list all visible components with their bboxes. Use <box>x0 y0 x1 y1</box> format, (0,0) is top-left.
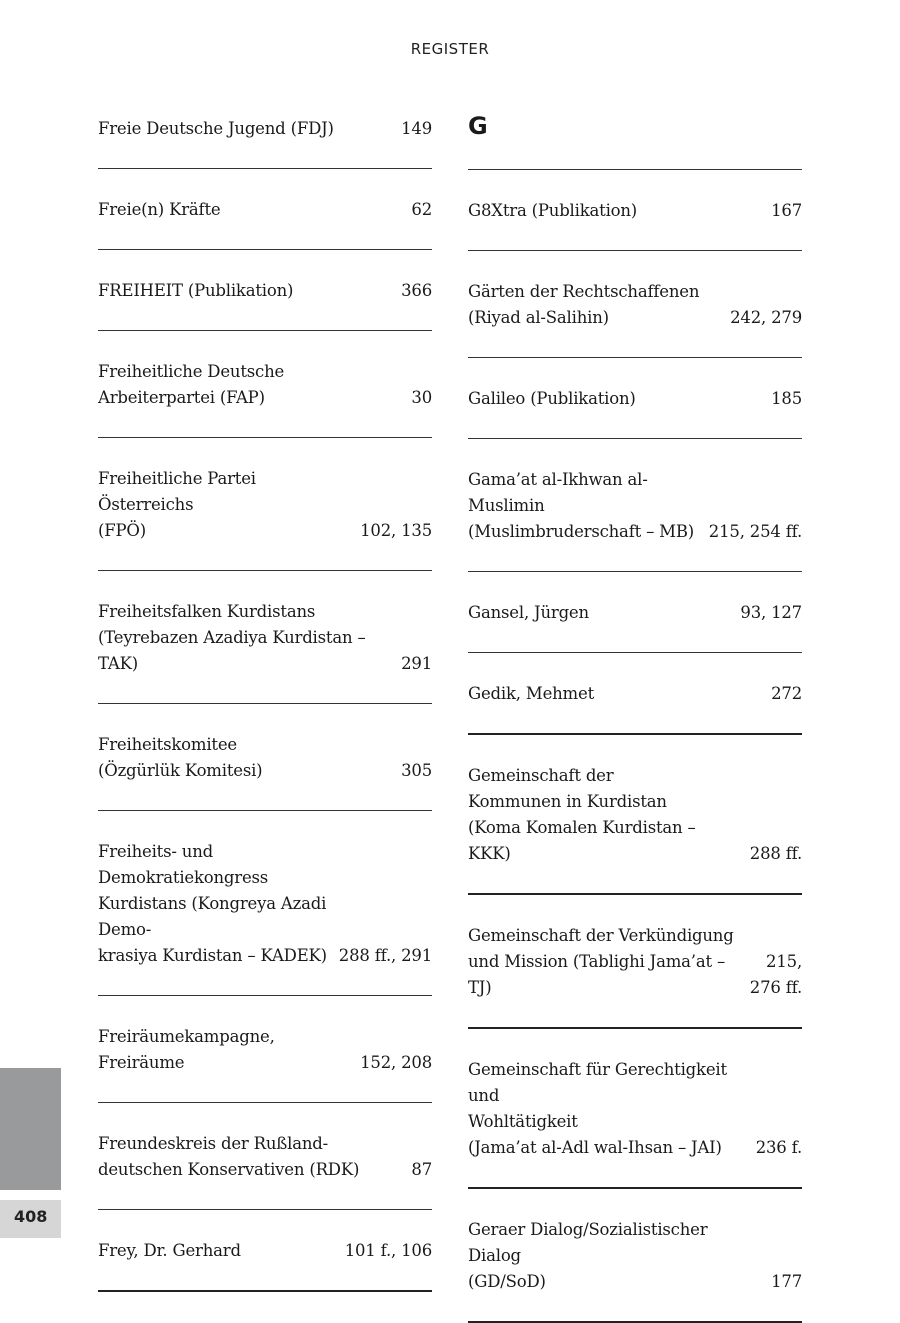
index-entry <box>468 572 802 653</box>
entry-term: Freiheitliche Deutsche Arbeiterpartei (FAP) <box>98 362 285 407</box>
thumb-index-tab <box>0 1068 61 1190</box>
entry-pages: 149 <box>401 119 432 138</box>
entry-term: Gedik, Mehmet <box>468 684 595 703</box>
index-entry <box>468 1189 802 1323</box>
index-entry <box>98 1210 432 1292</box>
index-column-right <box>468 88 802 1323</box>
entry-term: Freiräumekampagne, Freiräume <box>98 1027 275 1072</box>
index-entry <box>98 169 432 250</box>
entry-term: Geraer Dialog/Sozialistischer Dialog (GD/SoD) <box>468 1220 708 1291</box>
entry-pages: 62 <box>411 200 432 219</box>
entry-term: Gemeinschaft der Verkündigung und Mission (Tablighi Jama’at – TJ) <box>468 926 734 997</box>
entry-term: Gemeinschaft der Kommunen in Kurdistan (Koma Komalen Kurdistan – KKK) <box>468 766 696 863</box>
entry-pages: 152, 208 <box>360 1053 432 1072</box>
page-header: REGISTER <box>410 40 490 58</box>
entry-pages: 185 <box>771 389 802 408</box>
entry-pages: 288 ff. <box>749 844 802 863</box>
index-entry <box>98 331 432 438</box>
entry-pages: 215, 276 ff. <box>749 952 802 997</box>
entry-pages: 167 <box>771 201 802 220</box>
entry-term: Freie Deutsche Jugend (FDJ) <box>98 119 334 138</box>
entry-term: Gärten der Rechtschaffenen (Riyad al-Salihin) <box>468 282 700 327</box>
entry-term: Gama’at al-Ikhwan al-Muslimin (Muslimbruderschaft – MB) <box>468 470 695 541</box>
index-entry <box>468 735 802 895</box>
entry-term: Gansel, Jürgen <box>468 603 589 622</box>
entry-pages: 101 f., 106 <box>344 1241 432 1260</box>
index-entry <box>468 358 802 439</box>
index-entry <box>98 1103 432 1210</box>
entry-pages: 93, 127 <box>740 603 802 622</box>
entry-term: Frey, Dr. Gerhard <box>98 1241 241 1260</box>
index-entry <box>98 704 432 811</box>
entry-pages: 288 ff., 291 <box>338 946 432 965</box>
entry-pages: 102, 135 <box>360 521 432 540</box>
entry-pages: 87 <box>411 1160 432 1179</box>
index-entry <box>468 653 802 735</box>
page-number: 408 <box>0 1200 61 1238</box>
index-entry <box>98 811 432 996</box>
index-entry <box>98 996 432 1103</box>
index-entry <box>98 571 432 704</box>
entry-term: Freiheits- und Demokratiekongress Kurdistans (Kongreya Azadi Demo- krasiya Kurdistan – KADEK) <box>98 842 327 965</box>
entry-pages: 30 <box>411 388 432 407</box>
entry-term: Freie(n) Kräfte <box>98 200 221 219</box>
index-entry <box>468 439 802 572</box>
entry-pages: 236 f. <box>755 1138 802 1157</box>
index-entry <box>98 88 432 169</box>
entry-term: Freiheitliche Partei Österreichs (FPÖ) <box>98 469 256 540</box>
entry-term: G8Xtra (Publikation) <box>468 201 638 220</box>
entry-term: Gemeinschaft für Gerechtigkeit und Wohltätigkeit (Jama’at al-Adl wal-Ihsan – JAI) <box>468 1060 727 1157</box>
index-entry <box>98 438 432 571</box>
entry-pages: 305 <box>401 761 432 780</box>
entry-pages: 177 <box>771 1272 802 1291</box>
section-letter: G <box>468 88 802 170</box>
index-entry <box>468 170 802 251</box>
index-entry <box>468 895 802 1029</box>
entry-pages: 272 <box>771 684 802 703</box>
entry-pages: 366 <box>401 281 432 300</box>
entry-term: FREIHEIT (Publikation) <box>98 281 294 300</box>
index-entry <box>468 1029 802 1189</box>
entry-term: Freundeskreis der Rußland- deutschen Konservativen (RDK) <box>98 1134 360 1179</box>
entry-term: Freiheitsfalken Kurdistans (Teyrebazen Azadiya Kurdistan – TAK) <box>98 602 366 673</box>
entry-pages: 291 <box>401 654 432 673</box>
index-column-left <box>98 88 432 1292</box>
entry-pages: 215, 254 ff. <box>708 522 802 541</box>
entry-pages: 242, 279 <box>730 308 802 327</box>
entry-term: Freiheitskomitee (Özgürlük Komitesi) <box>98 735 263 780</box>
entry-term: Galileo (Publikation) <box>468 389 636 408</box>
index-entry <box>468 251 802 358</box>
index-entry <box>98 250 432 331</box>
